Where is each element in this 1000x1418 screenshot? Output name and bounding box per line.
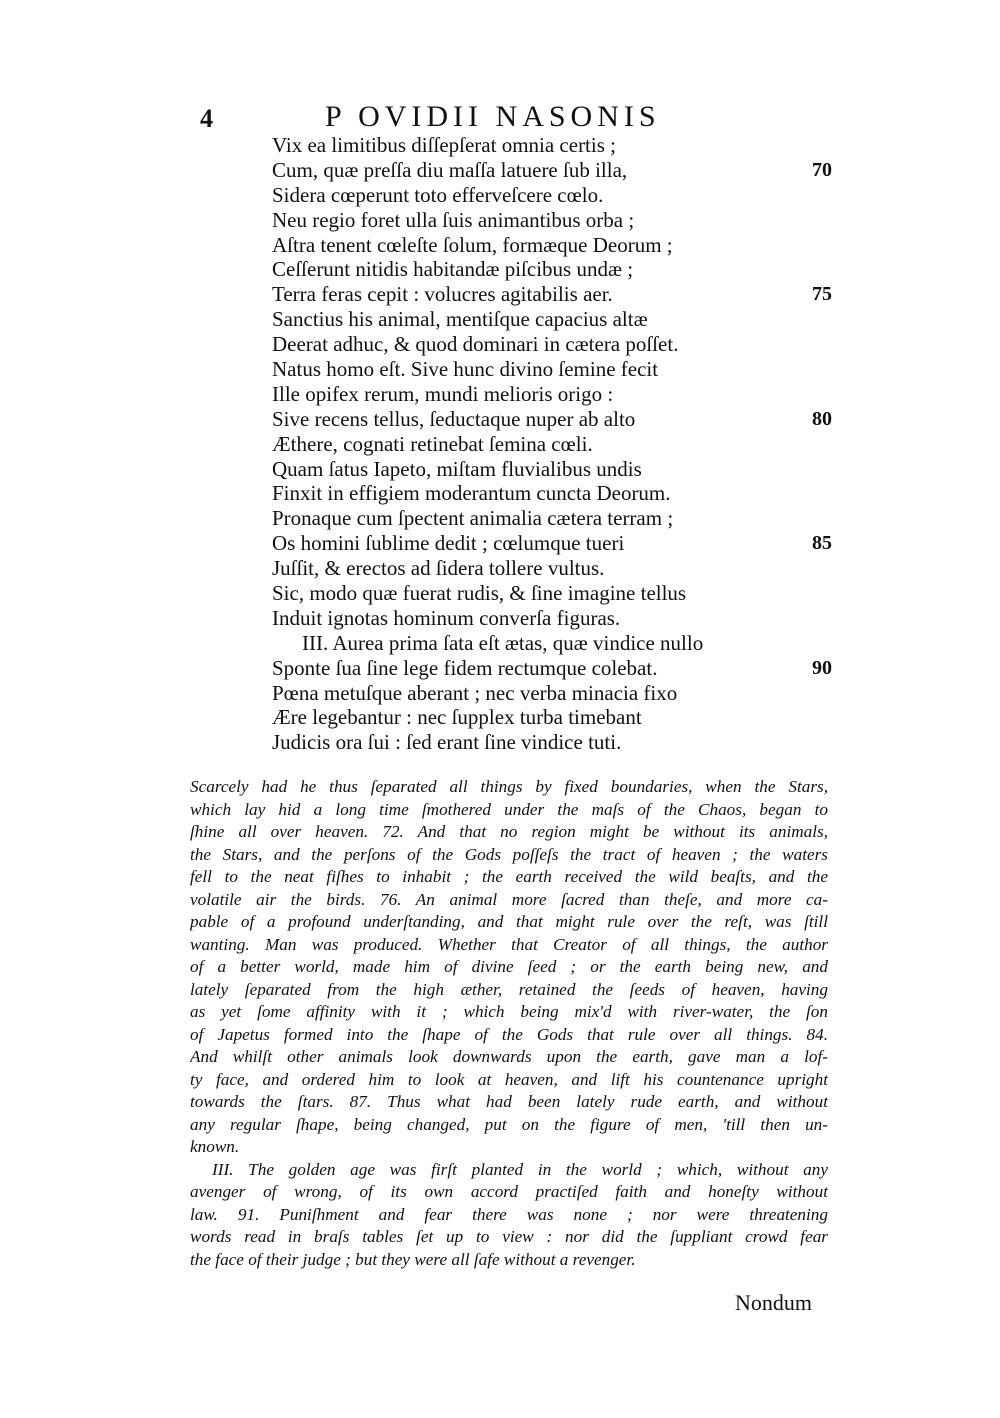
verse-text: Pronaque cum ſpectent animalia cætera terram ;	[272, 506, 674, 531]
verse-text: Quam ſatus Iapeto, miſtam fluvialibus undis	[272, 456, 642, 481]
translation-line: the Stars, and the perſons of the Gods poſſeſs the tract of heaven ; the waters	[190, 844, 828, 864]
translation-line: wanting. Man was produced. Whether that Creator of all things, the author	[190, 934, 828, 954]
verse-line	[272, 208, 832, 233]
verse-line	[272, 282, 832, 307]
line-number: 85	[812, 532, 832, 555]
translation-line: words read in braſs tables ſet up to view : nor did the ſuppliant crowd fear	[190, 1227, 828, 1246]
verse-text: Ære legebantur : nec ſupplex turba timebant	[272, 705, 642, 730]
translation-line: ty face, and ordered him to look at heaven, and lift his countenance upright	[190, 1069, 828, 1089]
verse-line	[272, 432, 832, 457]
running-title: P OVIDII NASONIS	[325, 100, 661, 133]
translation-line: known.	[190, 1137, 240, 1156]
verse-text: Os homini ſublime dedit ; cœlumque tueri	[272, 531, 625, 556]
verse-text: Ille opifex rerum, mundi melioris origo :	[272, 381, 614, 406]
verse-line	[272, 307, 832, 332]
verse-text: Neu regio foret ulla ſuis animantibus orba ;	[272, 207, 635, 232]
verse-text: Cum, quæ preſſa diu maſſa latuere ſub illa,	[272, 157, 628, 182]
line-number: 70	[812, 158, 832, 181]
verse-line	[272, 730, 832, 755]
verse-text: Sanctius his animal, mentiſque capacius altæ	[272, 307, 648, 332]
verse-line	[272, 631, 832, 656]
latin-verse	[272, 133, 832, 755]
verse-text: Aſtra tenent cœleſte ſolum, formæque Deorum ;	[272, 232, 673, 257]
verse-text: Sive recens tellus, ſeductaque nuper ab alto	[272, 406, 636, 431]
verse-line	[272, 257, 832, 282]
verse-text: Vix ea limitibus diſſepſerat omnia certis ;	[272, 133, 616, 157]
verse-line	[272, 183, 832, 208]
translation-line: avenger of wrong, of its own accord practiſed faith and honeſty without	[190, 1182, 828, 1201]
verse-line	[272, 233, 832, 258]
translation-line: lately ſeparated from the high æther, retained the ſeeds of heaven, having	[190, 979, 828, 999]
page-number: 4	[200, 104, 213, 133]
line-number: 80	[812, 407, 832, 430]
line-number: 75	[812, 283, 832, 306]
verse-line	[272, 332, 832, 357]
verse-line	[272, 681, 832, 706]
verse-line	[272, 556, 832, 581]
verse-line	[272, 606, 832, 631]
verse-text: Induit ignotas hominum converſa figuras.	[272, 605, 621, 630]
verse-text: Finxit in effigiem moderantum cuncta Deorum.	[272, 481, 671, 506]
verse-text: Natus homo eſt. Sive hunc divino ſemine fecit	[272, 357, 659, 382]
verse-line	[272, 531, 832, 556]
translation-line: as yet ſome affinity with it ; which being mix'd with river-water, the ſon	[190, 1002, 828, 1021]
verse-line	[272, 407, 832, 432]
verse-line	[272, 158, 832, 183]
verse-line	[272, 506, 832, 531]
verse-line	[272, 581, 832, 606]
translation-line: which lay hid a long time ſmothered under the maſs of the Chaos, began to	[190, 799, 828, 819]
translation-line: III. The golden age was firſt planted in the world ; which, without any	[212, 1159, 828, 1179]
verse-line	[272, 457, 832, 482]
translation-line: Scarcely had he thus ſeparated all things by fixed boundaries, when the Stars,	[190, 777, 828, 796]
translation-line: ſhine all over heaven. 72. And that no region might be without its animals,	[190, 822, 828, 841]
verse-line	[272, 133, 832, 158]
verse-line	[272, 705, 832, 730]
translation-line: pable of a profound underſtanding, and that might rule over the reſt, was ſtill	[190, 912, 828, 931]
verse-text: Sidera cœperunt toto efferveſcere cœlo.	[272, 182, 604, 207]
translation-line: of Japetus formed into the ſhape of the Gods that rule over all things. 84.	[190, 1024, 828, 1044]
translation-line: fell to the neat fiſhes to inhabit ; the earth received the wild beaſts, and the	[190, 867, 828, 886]
verse-line	[272, 382, 832, 407]
verse-text: Deerat adhuc, & quod dominari in cætera poſſet.	[272, 332, 679, 357]
verse-text: Sponte ſua ſine lege fidem rectumque colebat.	[272, 655, 658, 680]
verse-text: Pœna metuſque aberant ; nec verba minacia fixo	[272, 680, 678, 705]
translation-line: any regular ſhape, being changed, put on the figure of men, 'till then un-	[190, 1114, 828, 1134]
translation-line: of a better world, made him of divine ſeed ; or the earth being new, and	[190, 957, 828, 976]
translation-line: the face of their judge ; but they were all ſafe without a revenger.	[190, 1249, 636, 1269]
verse-text: Judicis ora ſui : ſed erant ſine vindice tuti.	[272, 730, 622, 755]
verse-line	[272, 656, 832, 681]
translation-line: law. 91. Puniſhment and fear there was none ; nor were threatening	[190, 1204, 828, 1224]
translation-line: volatile air the birds. 76. An animal more ſacred than theſe, and more ca-	[190, 889, 828, 909]
translation-line: And whilſt other animals look downwards upon the earth, gave man a lof-	[190, 1047, 828, 1066]
verse-text: Æthere, cognati retinebat ſemina cœli.	[272, 431, 593, 456]
catchword: Nondum	[735, 1290, 812, 1315]
verse-line	[272, 481, 832, 506]
verse-text: Terra feras cepit : volucres agitabilis aer.	[272, 282, 613, 307]
english-translation	[190, 776, 828, 1271]
translation-line: towards the ſtars. 87. Thus what had been lately rude earth, and without	[190, 1092, 828, 1111]
line-number: 90	[812, 656, 832, 679]
verse-text: Ceſſerunt nitidis habitandæ piſcibus undæ ;	[272, 257, 634, 282]
verse-line	[272, 357, 832, 382]
verse-text: Juſſit, & erectos ad ſidera tollere vultus.	[272, 556, 605, 581]
verse-text: Sic, modo quæ fuerat rudis, & ſine imagine tellus	[272, 581, 687, 606]
verse-text: III. Aurea prima ſata eſt ætas, quæ vindice nullo	[302, 630, 704, 655]
